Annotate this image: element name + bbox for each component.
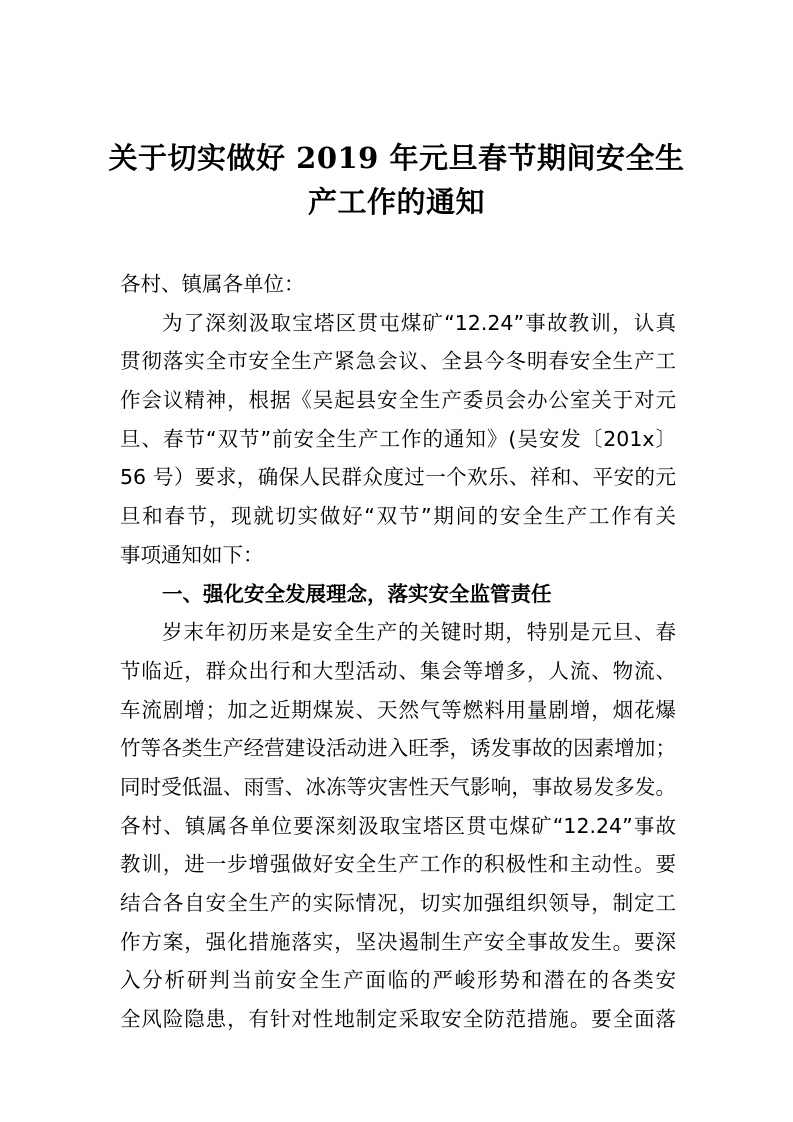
paragraph-2-line: 作方案，强化措施落实，坚决遏制生产安全事故发生。要深	[120, 929, 676, 954]
salutation: 各村、镇属各单位：	[120, 272, 305, 296]
paragraph-1-line: 56 号）要求，确保人民群众度过一个欢乐、祥和、平安的元	[120, 465, 676, 490]
paragraph-1-line: 为了深刻汲取宝塔区贯屯煤矿“12.24”事故教训，认真	[162, 310, 676, 335]
paragraph-2-line: 同时受低温、雨雪、冰冻等灾害性天气影响，事故易发多发。	[120, 774, 676, 799]
paragraph-1-line: 贯彻落实全市安全生产紧急会议、全县今冬明春安全生产工	[120, 349, 676, 374]
paragraph-1-line: 旦、春节“双节”前安全生产工作的通知》(吴安发〔201x〕	[120, 426, 676, 451]
title-line-2: 产工作的通知	[307, 185, 485, 219]
paragraph-2-line: 节临近，群众出行和大型活动、集会等增多，人流、物流、	[120, 658, 676, 683]
paragraph-2-line: 教训，进一步增强做好安全生产工作的积极性和主动性。要	[120, 852, 676, 877]
paragraph-1	[120, 304, 676, 575]
paragraph-2-line: 岁末年初历来是安全生产的关键时期，特别是元旦、春	[162, 620, 676, 645]
document-body	[120, 265, 676, 1039]
paragraph-2-line: 结合各自安全生产的实际情况，切实加强组织领导，制定工	[120, 891, 676, 915]
paragraph-2-line: 入分析研判当前安全生产面临的严峻形势和潜在的各类安	[120, 968, 676, 993]
paragraph-2-line: 车流剧增；加之近期煤炭、天然气等燃料用量剧增，烟花爆	[120, 697, 676, 722]
paragraph-2	[120, 613, 676, 1039]
section-1-heading: 一、强化安全发展理念，落实安全监管责任	[162, 581, 552, 606]
document-title	[100, 136, 693, 224]
paragraph-2-line: 各村、镇属各单位要深刻汲取宝塔区贯屯煤矿“12.24”事故	[120, 813, 676, 838]
paragraph-1-line: 事项通知如下：	[120, 542, 264, 567]
paragraph-1-line: 旦和春节，现就切实做好“双节”期间的安全生产工作有关	[120, 504, 676, 529]
paragraph-2-line: 竹等各类生产经营建设活动进入旺季，诱发事故的因素增加；	[120, 736, 676, 761]
paragraph-2-line: 全风险隐患，有针对性地制定采取安全防范措施。要全面落	[120, 1007, 676, 1032]
paragraph-1-line: 作会议精神，根据《吴起县安全生产委员会办公室关于对元	[120, 388, 676, 413]
title-line-1: 关于切实做好 2019 年元旦春节期间安全生	[108, 141, 685, 175]
